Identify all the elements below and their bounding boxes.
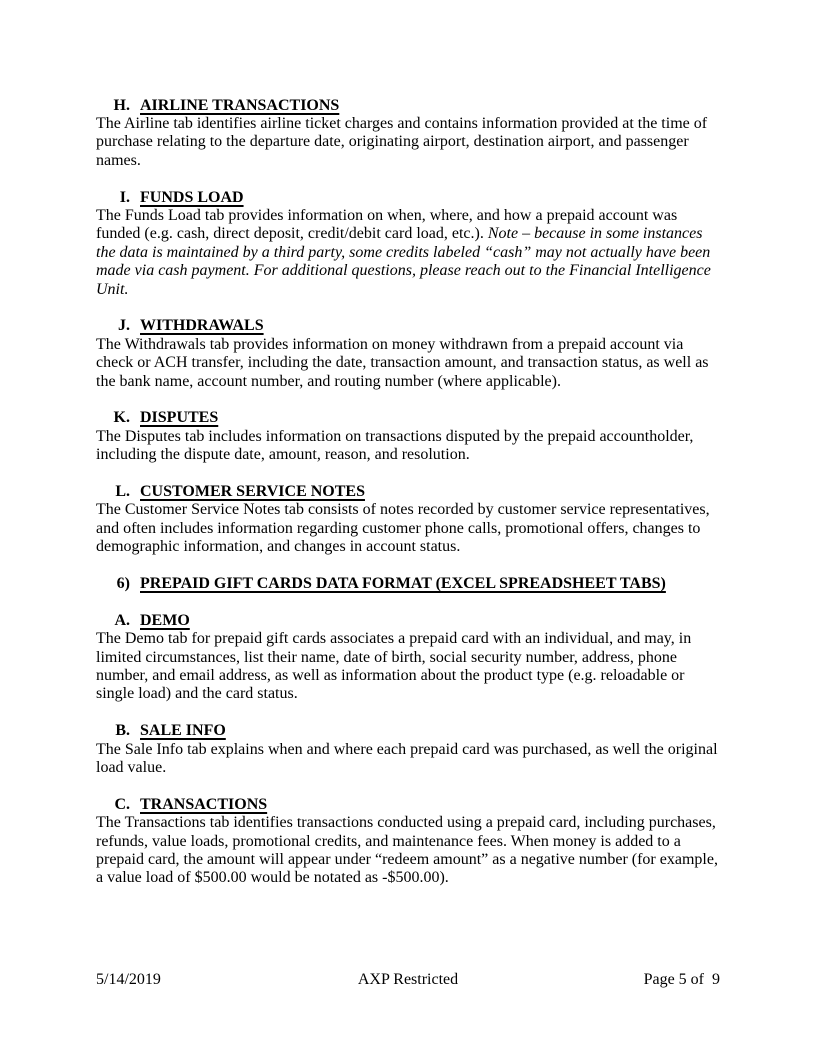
section-withdrawals — [96, 317, 720, 391]
section-heading — [96, 722, 720, 740]
section-label: H. — [113, 96, 130, 114]
footer-date: 5/14/2019 — [96, 971, 161, 988]
footer-page-number: Page 5 of 9 — [643, 971, 720, 988]
section-label: L. — [115, 482, 130, 500]
paragraph-text: The Airline tab identifies airline ticket charges and contains information provided at the time of purchase relating to the departure date, originating airport, destination airport, and passenger names. — [96, 114, 708, 169]
section-title: SALE INFO — [140, 722, 226, 740]
section-label: 6) — [116, 574, 130, 592]
section-title: TRANSACTIONS — [140, 795, 268, 813]
paragraph-text: The Disputes tab includes information on transactions disputed by the prepaid accountholder, including the dispute date, amount, reason, and resolution. — [96, 427, 694, 464]
section-paragraph — [96, 814, 720, 888]
section-sale-info — [96, 722, 720, 777]
section-demo — [96, 612, 720, 704]
section-paragraph — [96, 207, 720, 299]
paragraph-text: The Demo tab for prepaid gift cards associates a prepaid card with an individual, and may, in limited circumstances, list their name, date of birth, social security number, address, phone number, and email address, as well as information about the product type (e.g. reloadable or single load) and the card status. — [96, 630, 692, 703]
paragraph-text: The Customer Service Notes tab consists of notes recorded by customer service representatives, and often includes information regarding customer phone calls, promotional offers, changes to demographic information, and changes in account status. — [96, 501, 710, 556]
section-label: I. — [119, 188, 130, 206]
section-label: J. — [118, 317, 130, 335]
section-heading — [96, 97, 720, 115]
section-heading — [96, 317, 720, 335]
section-label: A. — [114, 611, 130, 629]
section-funds-load — [96, 189, 720, 299]
section-label: B. — [115, 722, 130, 740]
section-title: CUSTOMER SERVICE NOTES — [140, 482, 365, 500]
section-customer-service-notes — [96, 483, 720, 557]
section-disputes — [96, 409, 720, 464]
section-paragraph — [96, 630, 720, 704]
section-paragraph — [96, 428, 720, 465]
paragraph-note-italic: Note – because in some instances the data is maintained by a third party, some credits labeled “cash” may not actually have been made via cash payment. For additional questions, please reach out to the Financial Intelligence Unit. — [96, 225, 711, 298]
footer-classification: AXP Restricted — [357, 971, 459, 988]
paragraph-text: The Sale Info tab explains when and where each prepaid card was purchased, as well the original load value. — [96, 740, 718, 777]
section-heading — [96, 483, 720, 501]
paragraph-text: The Funds Load tab provides information on when, where, and how a prepaid account was funded (e.g. cash, direct deposit, credit/debit card load, etc.). — [96, 206, 678, 243]
section-title: DEMO — [140, 611, 190, 629]
section-title: FUNDS LOAD — [140, 188, 244, 206]
section-heading — [96, 612, 720, 630]
section-title: AIRLINE TRANSACTIONS — [140, 96, 340, 114]
section-transactions — [96, 796, 720, 888]
paragraph-text: The Withdrawals tab provides information on money withdrawn from a prepaid account via check or ACH transfer, including the date, transaction amount, and transaction status, as well as the bank name, account number, and routing number (where applicable). — [96, 335, 709, 390]
section-heading — [96, 575, 720, 593]
section-title: WITHDRAWALS — [140, 317, 264, 335]
section-label: K. — [113, 409, 130, 427]
section-heading — [96, 796, 720, 814]
section-airline-transactions — [96, 97, 720, 171]
section-title: PREPAID GIFT CARDS DATA FORMAT (EXCEL SPREADSHEET TABS) — [140, 574, 666, 592]
section-prepaid-gift-cards-heading — [96, 575, 720, 593]
section-paragraph — [96, 501, 720, 556]
paragraph-text: The Transactions tab identifies transactions conducted using a prepaid card, including purchases, refunds, value loads, promotional credits, and maintenance fees. When money is added to a prepaid card, the amount will appear under “redeem amount” as a negative number (for example, a value load of $500.00 would be notated as -$500.00). — [96, 814, 718, 887]
section-paragraph — [96, 115, 720, 170]
section-heading — [96, 189, 720, 207]
section-paragraph — [96, 336, 720, 391]
document-content — [96, 97, 720, 888]
section-paragraph — [96, 741, 720, 778]
section-title: DISPUTES — [140, 409, 219, 427]
section-label: C. — [114, 795, 130, 813]
section-heading — [96, 409, 720, 427]
